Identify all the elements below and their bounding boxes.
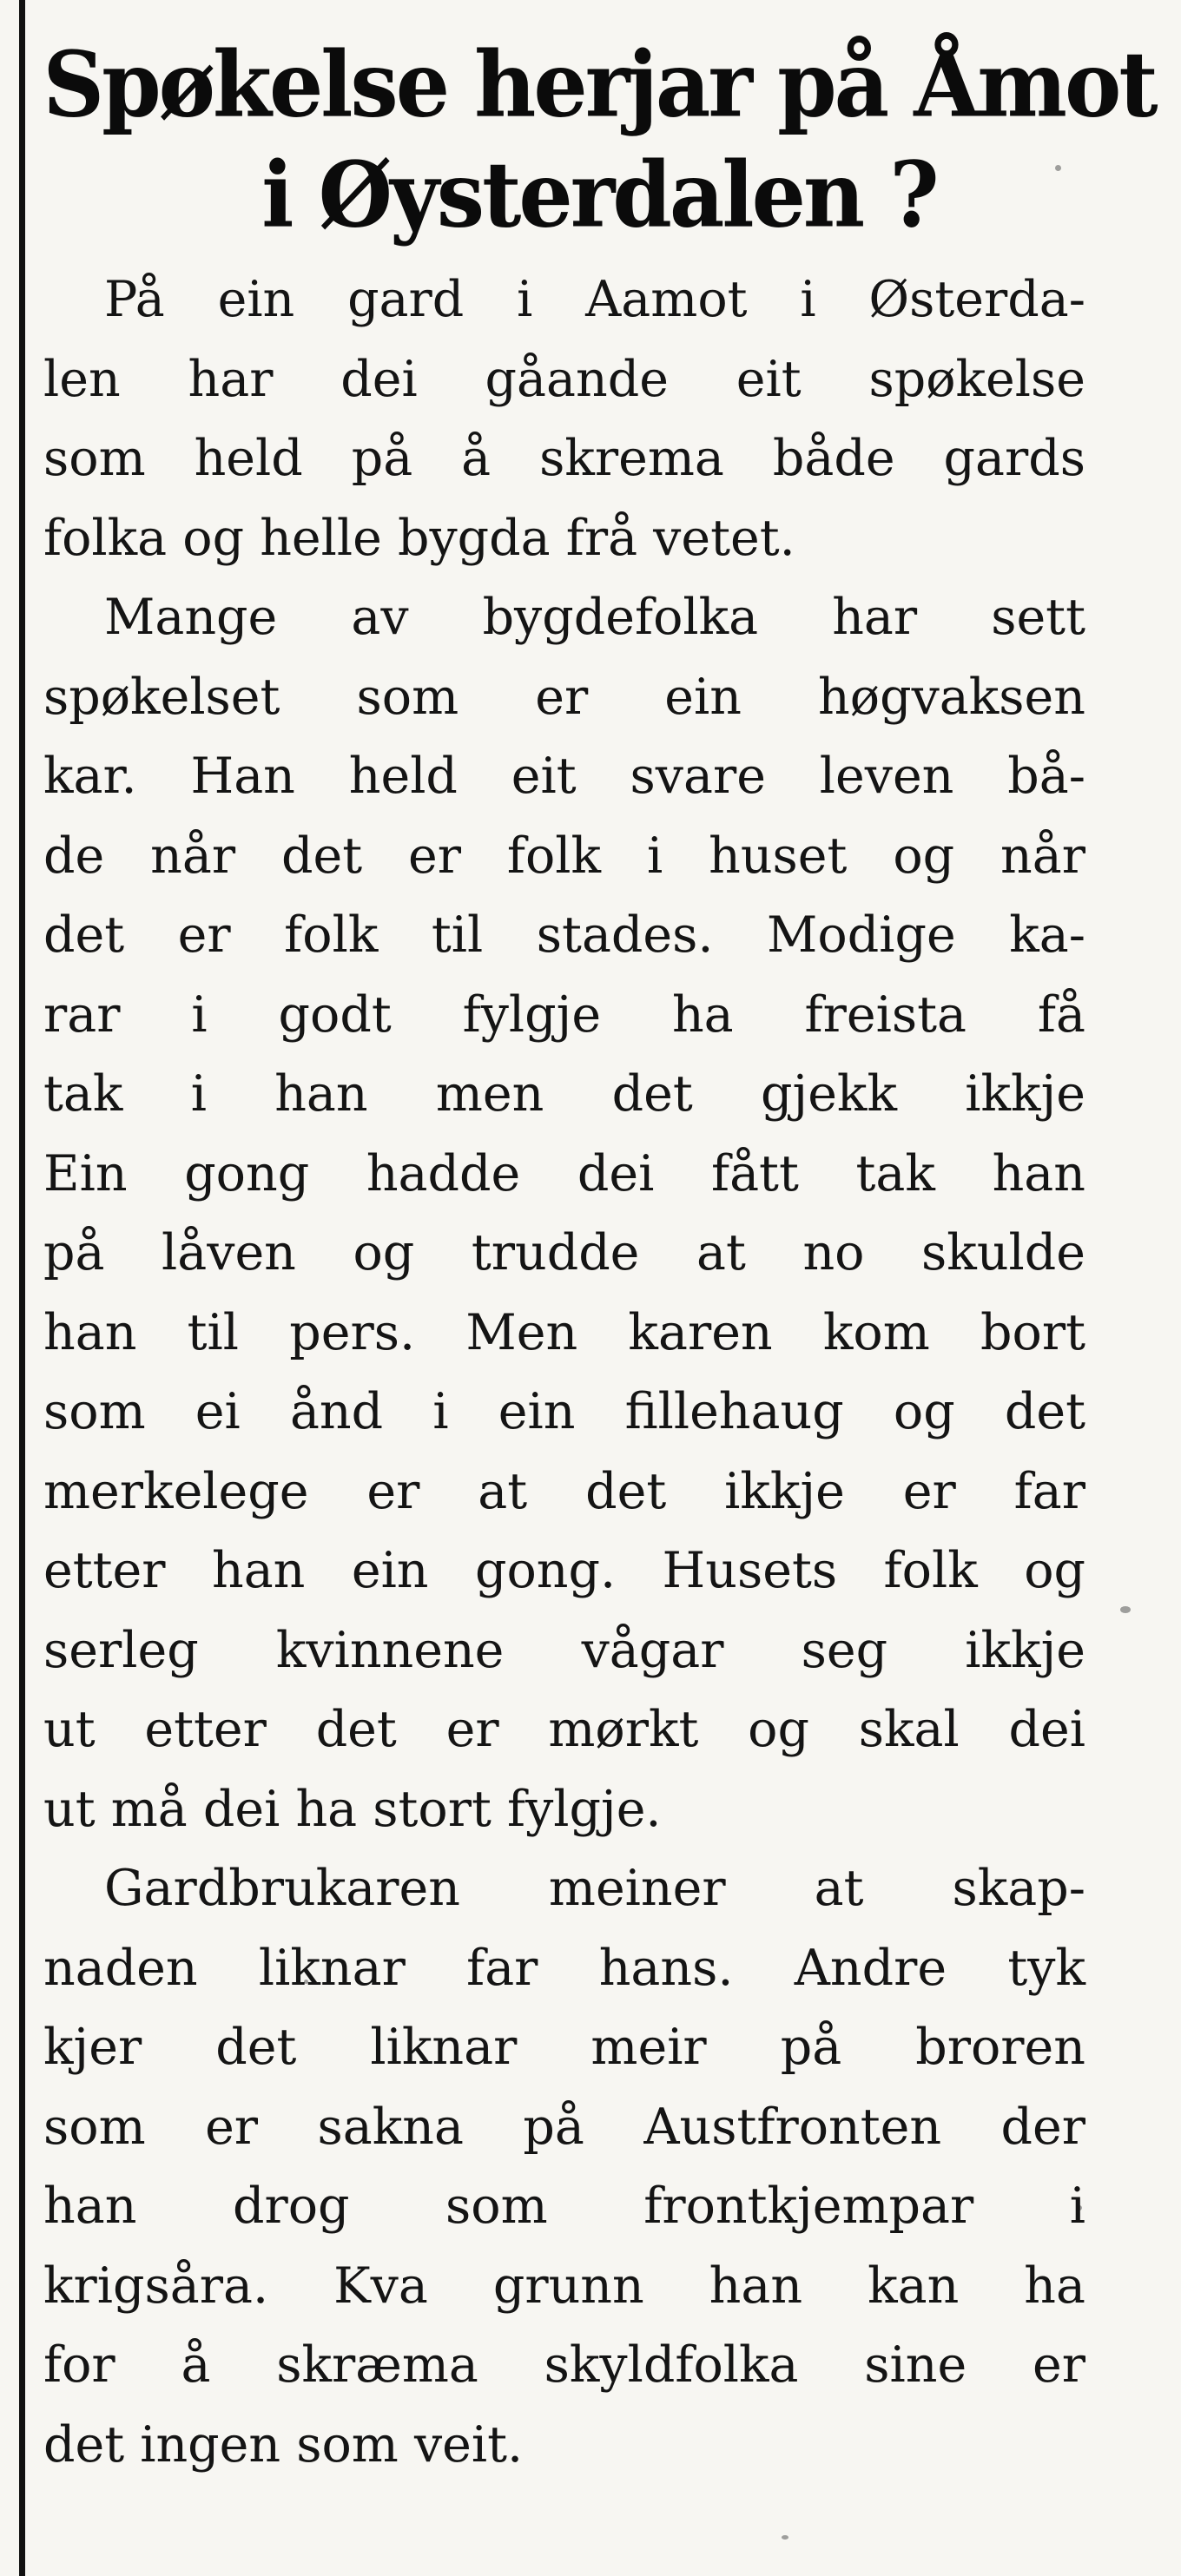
text-line: Ein gong hadde dei fått tak han [43,1144,1085,1202]
text-line: rar i godt fylgje ha freista få [43,985,1085,1044]
text-line: for å skræma skyldfolka sine er [43,2336,1085,2394]
print-speck [782,2535,788,2540]
text-line: på låven og trudde at no skulde [43,1224,1085,1281]
text-line: folka og helle bygda frå vetet. [43,509,795,567]
text-line: tak i han men det gjekk ikkje [43,1065,1085,1123]
text-line: ut etter det er mørkt og skal dei [43,1701,1085,1758]
paragraph-3 [43,1849,1085,2485]
column-rule [19,0,25,2576]
headline-line-1: Spøkelse herjar på Åmot [43,31,1156,138]
text-line: Gardbrukaren meiner at skap- [104,1860,1085,1917]
text-line: len har dei gåande eit spøkelse [43,350,1085,408]
text-line: som er sakna på Austfronten der [43,2098,1085,2156]
text-line: spøkelset som er ein høgvaksen [43,668,1085,726]
text-line: merkelege er at det ikkje er far [43,1462,1085,1520]
print-speck [1120,1606,1131,1613]
text-line: På ein gard i Aamot i Østerda- [104,271,1085,328]
article-body [43,260,1085,2485]
text-line: serleg kvinnene vågar seg ikkje [43,1621,1085,1679]
text-line: Mange av bygdefolka har sett [104,589,1085,646]
text-line: det ingen som veit. [43,2415,524,2474]
paragraph-2 [43,578,1085,1849]
text-line: krigsåra. Kva grunn han kan ha [43,2256,1085,2315]
text-line: kar. Han held eit svare leven bå- [43,748,1085,805]
paragraph-1 [43,260,1085,578]
text-line: som held på å skrema både gards [43,430,1085,487]
text-line: han drog som frontkjempar i [43,2177,1085,2235]
text-line: de når det er folk i huset og når [43,827,1085,885]
text-line: ut må dei ha stort fylgje. [43,1780,662,1838]
text-line: naden liknar far hans. Andre tyk [43,1939,1085,1997]
text-line: etter han ein gong. Husets folk og [43,1542,1085,1599]
headline [35,30,1164,251]
text-line: som ei ånd i ein fillehaug og det [43,1383,1085,1440]
text-line: det er folk til stades. Modige ka- [43,906,1085,964]
headline-line-2: i Øysterdalen ? [261,142,937,249]
text-line: kjer det liknar meir på broren [43,2019,1085,2076]
text-line: han til pers. Men karen kom bort [43,1303,1085,1361]
